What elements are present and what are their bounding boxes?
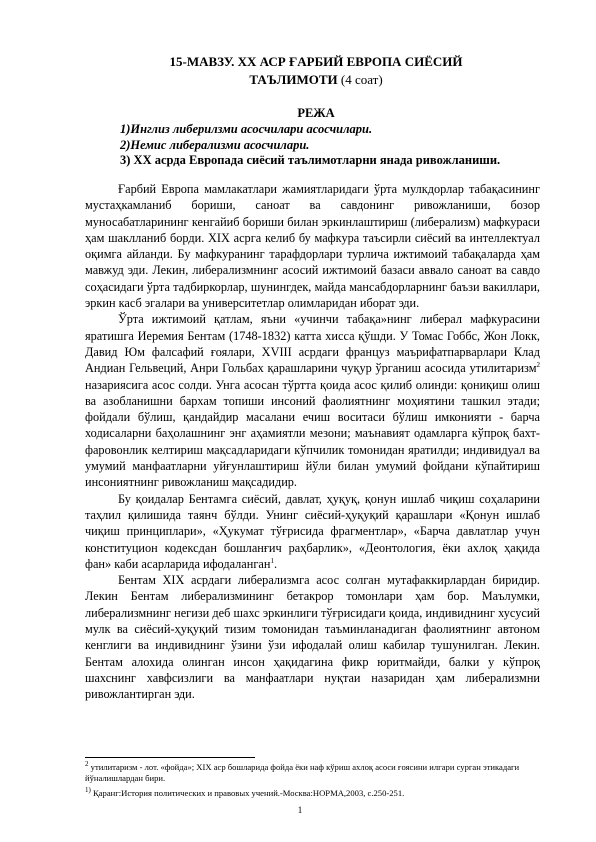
plan-item: 1)Инглиз либерилзми асосчилари асосчилари. [120, 122, 373, 136]
paragraph [85, 572, 540, 702]
body-text [85, 181, 540, 703]
footnote-text: Қаранг:История политических и правовых учений.-Москва:НОРМА,2003, с.250-251. [90, 788, 405, 798]
title-hours: (4 соат) [337, 72, 383, 87]
footnote-mark: 2 [85, 760, 89, 769]
paragraph [85, 491, 540, 572]
title-line-2-text: ТАЪЛИМОТИ [249, 72, 338, 87]
plan-item: 2)Немис либерализми асосчилари. [120, 137, 310, 152]
plan-list [120, 122, 500, 169]
footnote-divider [85, 757, 255, 758]
title-line-2 [100, 71, 532, 89]
footnote-ref[interactable]: 1 [270, 556, 274, 565]
footnote-mark: 1) [85, 786, 91, 795]
paragraph-text: назариясига асос солди. Унга асосан тўртта қоида асос қилиб олинди: қониқиш олиш ва азобланишни бархам топиши инсоний фаолиятнинг моҳиятини ташкил этади; фойдали бўлиш, қандайдир масалани ечиш воситаси бўлиш имконияти - барча ходисаларни баҳолашнинг энг аҳамиятли мезони; маънавият одамларга кўпроқ бахт-фаровонлик келтириш мақсадларидаги кўпчилик томонидан яратилди; индивидуал ва умумий манфаатларни уйғунлаштириш йўли билан умумий фойдани кўпайтириш инсониятнинг ривожланиш мақсадидир. [85, 377, 540, 490]
topic-title [100, 53, 532, 89]
footnote-ref[interactable]: 2 [536, 361, 540, 370]
page-number: 1 [297, 805, 303, 815]
paragraph-text: Бу қоидалар Бентамга сиёсий, давлат, ҳуқуқ, қонун ишлаб чиқиш соҳаларини таҳлил қилишида таянч бўлди. Унинг сиёсий-ҳуқуқий қарашлари «Қонун ишлаб чиқиш принциплари», «Ҳукумат тўғрисида фрагментлар», «Барча давлатлар учун конституцион кодексдан бошланғич раҳбарлик», «Деонтология, ёки ахлоқ ҳақида фан» каби асарларида ифодаланган [85, 491, 540, 571]
paragraph [85, 311, 540, 490]
footnote-text: утилитаризм - лот. «фойда»; XIX аср бошларида фойда ёки наф кўриш ахлоқ асоси ғоясини илгари сурган этикадаги йўналишлардан бири. [85, 762, 520, 783]
paragraph-text: Бентам XIX асрдаги либерализмга асос солган мутафаккирлардан биридир. Лекин Бентам либерализмининг бетакрор томонлари ҳам бор. Маълумки, либерализмнинг негизи деб шахс эркинлиги тўғрисидаги қоида, индивиднинг хусусий мулк ва сиёсий-ҳуқуқий тизим томонидан таъминланадиган фаолиятнинг автоном кенглиги ва индивиднинг ўзини ўзи ифодалай олиш кабилар тушунилган. Лекин. Бентам алохида олинган инсон ҳақидагина фикр юритмайди, балки у кўпроқ шахснинг хавфсизлиги ва манфаатлари нуқтаи назаридан ҳам либерализмни ривожлантирган эди. [85, 573, 540, 702]
paragraph-text: Ўрта ижтимоий қатлам, яъни «учинчи табақа»нинг либерал мафкурасини яратишга Иеремия Бентам (1748-1832) катта хисса қўшди. У Томас Гоббс, Жон Локк, Давид Юм фалсафий ғоялари, XVIII асрдаги француз маърифатпарварлари Клад Андиан Гельвеций, Анри Гольбах қарашларини чуқур ўрганиш асосида утилитаризм [85, 312, 540, 376]
paragraph [85, 181, 540, 311]
paragraph-text: Ғарбий Европа мамлакатлари жамиятларидаги ўрта мулкдорлар табақасининг мустаҳкамланиб бориши, саноат ва савдонинг ривожланиши, бозор муносабатларининг кенгайиб бориши билан эркинлаштириш (либерализм) мафкураси ҳам шаклланиб борди. XIX асрга келиб бу мафкура таъсирли сиёсий ва интеллектуал оқимга айланди. Бу мафкуранинг тарафдорлари турлича ижтимоий табақаларда ҳам мавжуд эди. Лекин, либерализмнинг асосий ижтимоий базаси аввало саноат ва савдо соҳасидаги ўрта тадбиркорлар, шунингдек, майда мансабдорларнинг баъзи вакиллари, эркин касб эгалари ва университетлар олимларидан иборат эди. [85, 182, 540, 311]
plan-item: 3) XX асрда Европада сиёсий таълимотларни янада ривожланиши. [120, 153, 501, 167]
plan-heading: РЕЖА [297, 106, 335, 120]
title-line-1: 15-МАВЗУ. XX АСР ҒАРБИЙ ЕВРОПА СИЁСИЙ [169, 54, 463, 69]
paragraph-text: . [273, 556, 278, 571]
footnote [85, 788, 545, 799]
footnote [85, 762, 545, 784]
